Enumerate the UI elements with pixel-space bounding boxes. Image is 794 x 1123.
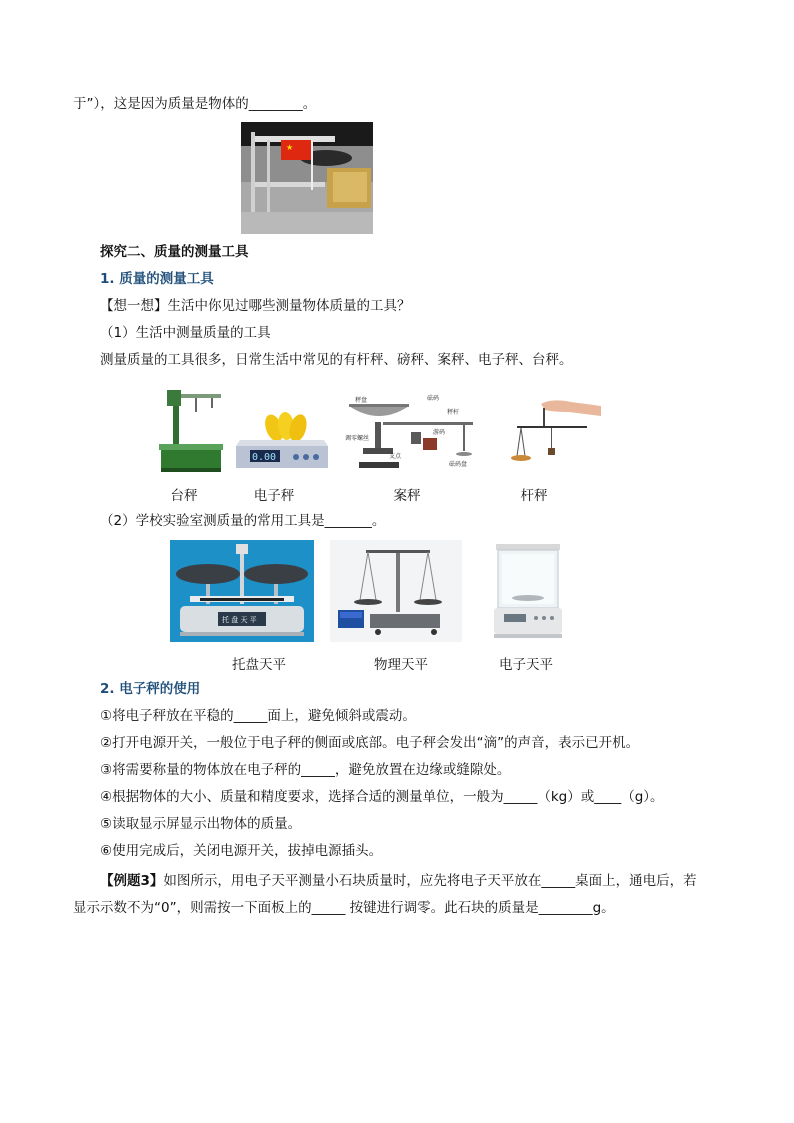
q1-line: （1）生活中测量质量的工具 [100,325,271,341]
physics-balance-image [330,540,462,642]
step-3: ③将需要称量的物体放在电子秤的_____，避免放置在边缘或缝隙处。 [100,762,511,778]
electronic-balance-image [490,540,566,642]
caption-tray-balance: 托盘天平 [232,657,286,673]
intro-line: 于”），这是因为质量是物体的________。 [73,96,317,112]
step-6: ⑥使用完成后，关闭电源开关，拔掉电源插头。 [100,843,383,859]
label-fulcrum: 支点 [389,453,402,460]
caption-steelyard: 杆秤 [520,488,548,504]
example-line-1 [100,871,697,891]
caption-electronic-balance: 电子天平 [499,657,553,673]
step-2: ②打开电源开关，一般位于电子秤的侧面或底部。电子秤会发出“滴”的声音，表示已开机。 [100,735,640,751]
svg-text:★: ★ [286,143,294,152]
platform-scale-image [155,386,225,474]
caption-case-scale: 案秤 [393,488,421,504]
caption-electronic-scale: 电子秤 [253,488,295,504]
q2-line: （2）学校实验室测质量的常用工具是_______。 [100,513,386,529]
example-line-2: 显示示数不为“0”，则需按一下面板上的_____ 按键进行调零。此石块的质量是________g。 [73,900,615,916]
think-line: 【想一想】生活中你见过哪些测量物体质量的工具？ [100,298,411,314]
tray-balance-label: 托 盘 天 平 [222,616,257,624]
label-weight: 砝码 [427,395,440,402]
label-slider: 游码 [433,429,446,436]
sub2-title: 2. 电子秤的使用 [100,681,201,697]
label-adjust: 调零螺丝 [345,435,370,442]
sub1-title: 1. 质量的测量工具 [100,271,214,287]
caption-physics-balance: 物理天平 [374,657,428,673]
electronic-scale-image [234,410,330,472]
step-1: ①将电子秤放在平稳的_____面上，避免倾斜或震动。 [100,708,416,724]
step-4: ④根据物体的大小、质量和精度要求，选择合适的测量单位，一般为_____（kg）或____（g）。 [100,789,664,805]
scale-display-readout: 0.00 [252,452,277,463]
example-text-1: 如图所示，用电子天平测量小石块质量时，应先将电子天平放在_____桌面上，通电后，若 [163,873,697,889]
tray-balance-image [170,540,314,642]
section2-title: 探究二、质量的测量工具 [100,244,249,260]
label-beam: 秤杆 [447,409,460,416]
step-5: ⑤读取显示屏显示出物体的质量。 [100,816,302,832]
label-weight-pan: 砝码盘 [449,461,468,468]
example-tag: 【例题3】 [100,873,164,889]
label-pan: 秤盘 [355,397,368,404]
moon-flag-photo [241,122,373,234]
caption-platform-scale: 台秤 [170,488,198,504]
steelyard-image [511,396,601,476]
case-scale-image [343,392,478,472]
q1-desc: 测量质量的工具很多，日常生活中常见的有杆秤、磅秤、案秤、电子秤、台秤。 [100,352,573,368]
